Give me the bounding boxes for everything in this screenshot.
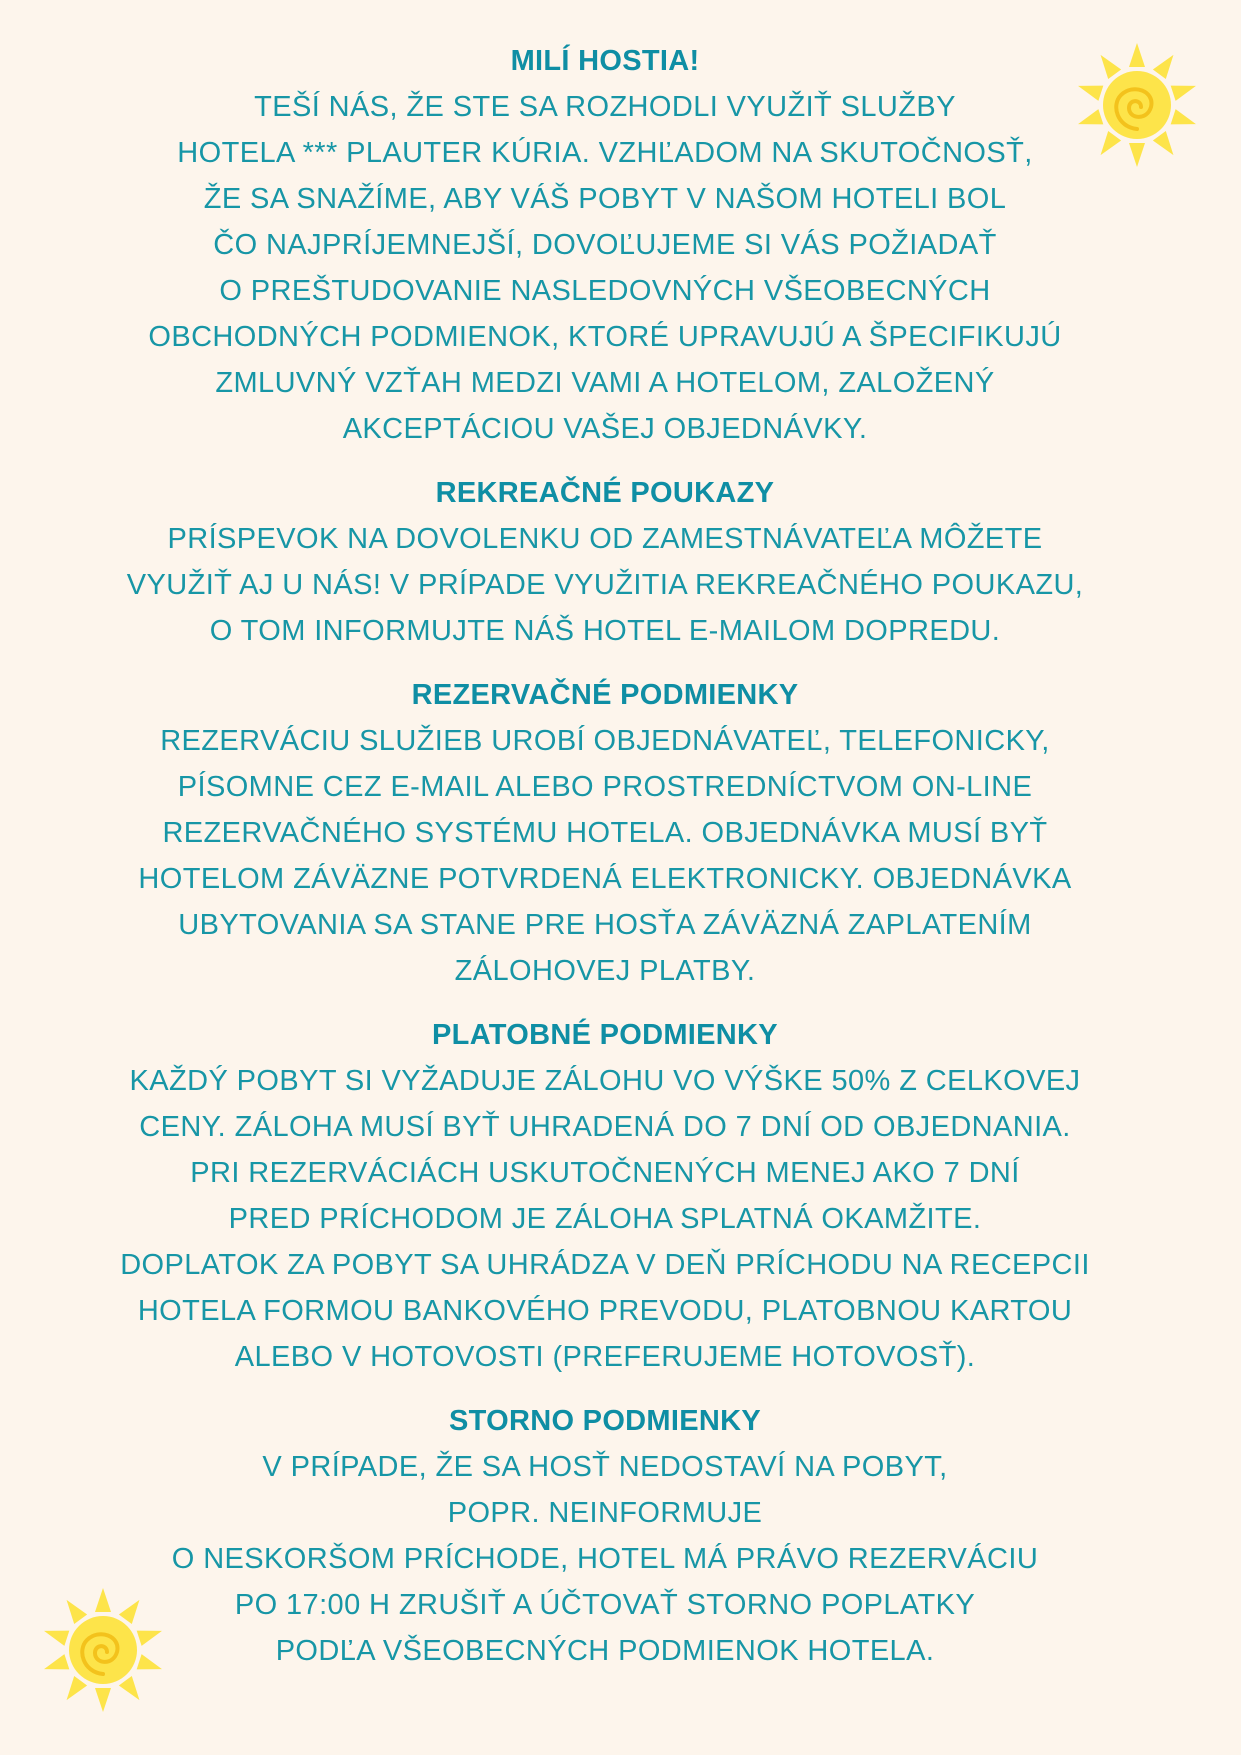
text-line: PRI REZERVÁCIÁCH USKUTOČNENÝCH MENEJ AKO 7 DNÍ — [190, 1157, 1020, 1189]
document-content — [60, 38, 1150, 1692]
text-line: OBCHODNÝCH PODMIENOK, KTORÉ UPRAVUJÚ A ŠPECIFIKUJÚ — [148, 321, 1062, 353]
text-line: ZMLUVNÝ VZŤAH MEDZI VAMI A HOTELOM, ZALOŽENÝ — [215, 367, 995, 399]
section-heading: MILÍ HOSTIA! — [510, 45, 700, 77]
text-line: TEŠÍ NÁS, ŽE STE SA ROZHODLI VYUŽIŤ SLUŽBY — [254, 91, 956, 123]
text-line: CENY. ZÁLOHA MUSÍ BYŤ UHRADENÁ DO 7 DNÍ OD OBJEDNANIA. — [139, 1111, 1071, 1143]
text-line: V PRÍPADE, ŽE SA HOSŤ NEDOSTAVÍ NA POBYT, — [262, 1451, 948, 1483]
text-line: REZERVÁCIU SLUŽIEB UROBÍ OBJEDNÁVATEĽ, TELEFONICKY, — [160, 725, 1050, 757]
text-line: POPR. NEINFORMUJE — [447, 1497, 763, 1529]
section-greeting — [60, 38, 1150, 452]
text-line: VYUŽIŤ AJ U NÁS! V PRÍPADE VYUŽITIA REKREAČNÉHO POUKAZU, — [126, 569, 1084, 601]
text-line: REZERVAČNÉHO SYSTÉMU HOTELA. OBJEDNÁVKA MUSÍ BYŤ — [162, 817, 1048, 849]
text-line: O TOM INFORMUJTE NÁŠ HOTEL E-MAILOM DOPREDU. — [209, 615, 1001, 647]
text-line: KAŽDÝ POBYT SI VYŽADUJE ZÁLOHU VO VÝŠKE 50% Z CELKOVEJ — [129, 1065, 1081, 1097]
section-heading: REZERVAČNÉ PODMIENKY — [411, 679, 799, 711]
text-line: O PREŠTUDOVANIE NASLEDOVNÝCH VŠEOBECNÝCH — [219, 275, 991, 307]
text-line: PÍSOMNE CEZ E-MAIL ALEBO PROSTREDNÍCTVOM ON-LINE — [177, 771, 1033, 803]
text-line: UBYTOVANIA SA STANE PRE HOSŤA ZÁVÄZNÁ ZAPLATENÍM — [178, 909, 1032, 941]
text-line: HOTELOM ZÁVÄZNE POTVRDENÁ ELEKTRONICKY. OBJEDNÁVKA — [138, 863, 1072, 895]
text-line: HOTELA *** PLAUTER KÚRIA. VZHĽADOM NA SKUTOČNOSŤ, — [177, 137, 1033, 169]
text-line: PRÍSPEVOK NA DOVOLENKU OD ZAMESTNÁVATEĽA MÔŽETE — [167, 523, 1043, 555]
section-reservation — [60, 672, 1150, 994]
text-line: ZÁLOHOVEJ PLATBY. — [454, 955, 756, 987]
text-line: PRED PRÍCHODOM JE ZÁLOHA SPLATNÁ OKAMŽITE. — [228, 1203, 982, 1235]
text-line: ALEBO V HOTOVOSTI (PREFERUJEME HOTOVOSŤ). — [234, 1341, 976, 1373]
section-heading: REKREAČNÉ POUKAZY — [435, 477, 775, 509]
text-line: DOPLATOK ZA POBYT SA UHRÁDZA V DEŇ PRÍCHODU NA RECEPCII — [120, 1249, 1090, 1281]
section-cancellation — [60, 1398, 1150, 1674]
text-line: PODĽA VŠEOBECNÝCH PODMIENOK HOTELA. — [275, 1635, 935, 1667]
text-line: ČO NAJPRÍJEMNEJŠÍ, DOVOĽUJEME SI VÁS POŽIADAŤ — [213, 229, 997, 261]
text-line: O NESKORŠOM PRÍCHODE, HOTEL MÁ PRÁVO REZERVÁCIU — [171, 1543, 1039, 1575]
text-line: PO 17:00 H ZRUŠIŤ A ÚČTOVAŤ STORNO POPLATKY — [234, 1589, 976, 1621]
text-line: AKCEPTÁCIOU VAŠEJ OBJEDNÁVKY. — [342, 413, 868, 445]
section-heading: STORNO PODMIENKY — [448, 1405, 762, 1437]
text-line: HOTELA FORMOU BANKOVÉHO PREVODU, PLATOBNOU KARTOU — [137, 1295, 1073, 1327]
text-line: ŽE SA SNAŽÍME, ABY VÁŠ POBYT V NAŠOM HOTELI BOL — [203, 183, 1007, 215]
section-heading: PLATOBNÉ PODMIENKY — [432, 1019, 778, 1051]
section-payment — [60, 1012, 1150, 1380]
section-vouchers — [60, 470, 1150, 654]
